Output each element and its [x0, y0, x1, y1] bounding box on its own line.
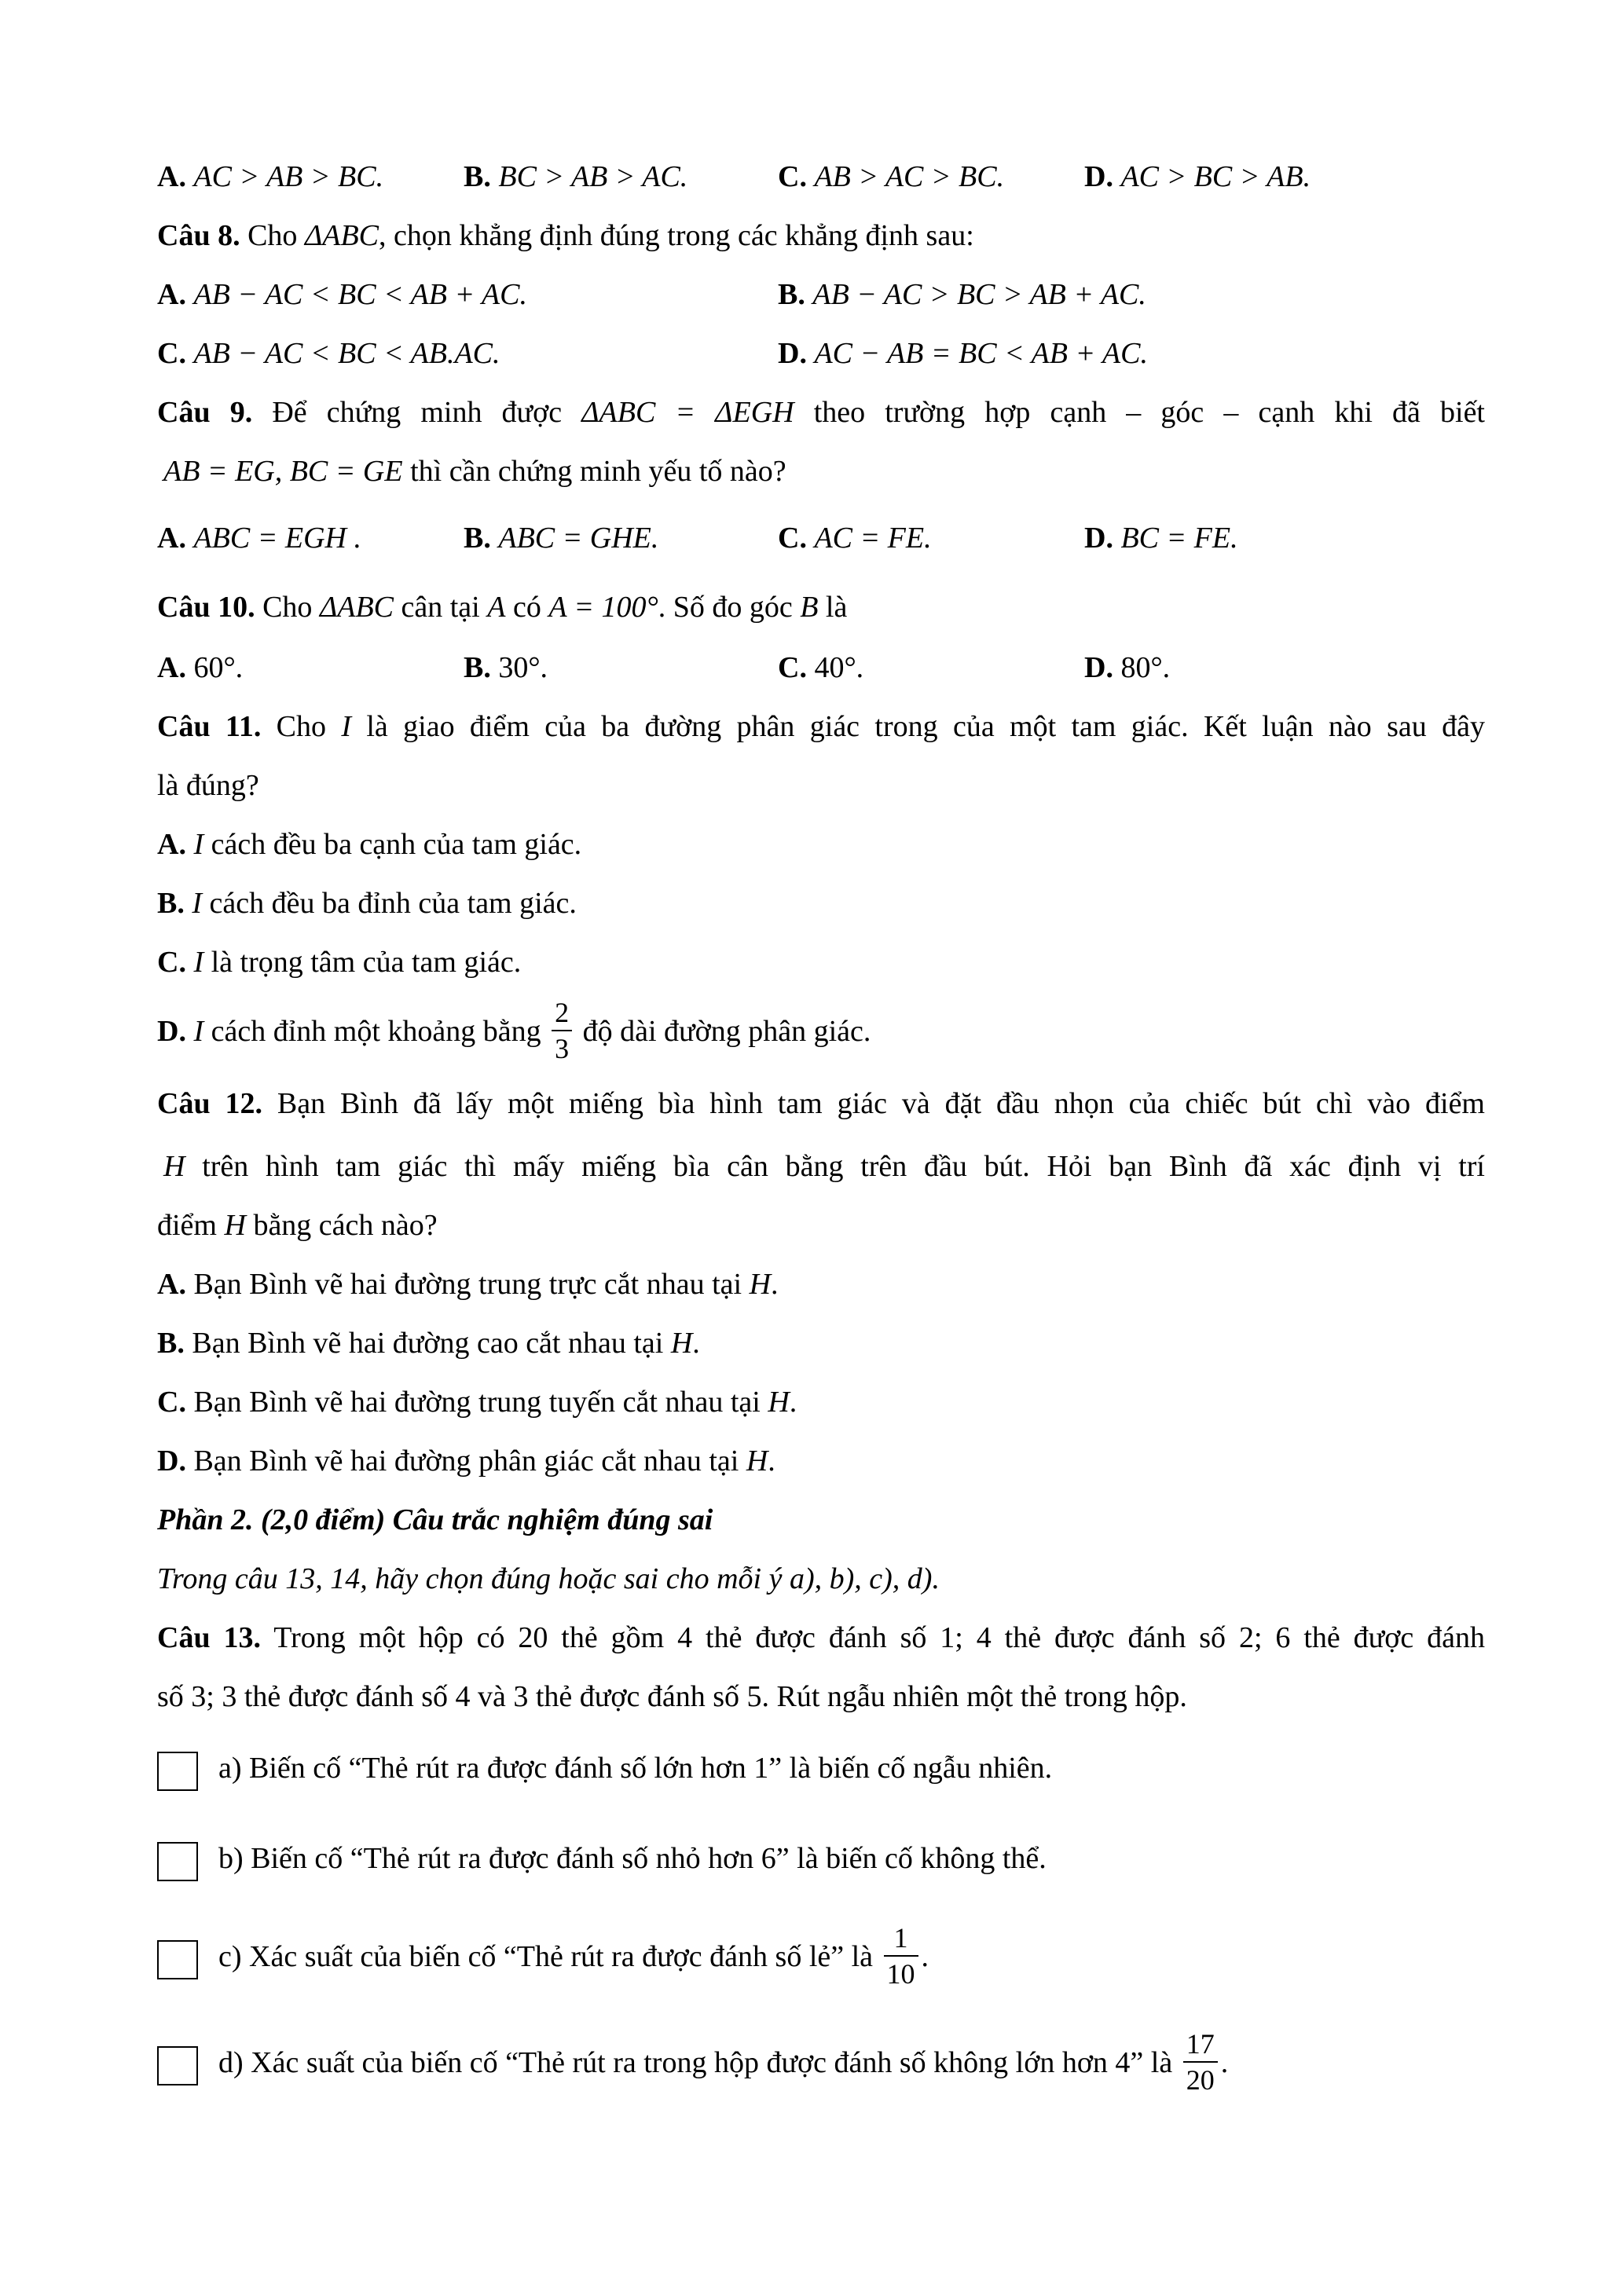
- q11-option-b[interactable]: B. I cách đều ba đỉnh của tam giác.: [157, 887, 577, 920]
- q13-stem-line1: Câu 13. Trong một hộp có 20 thẻ gồm 4 thẻ được đánh số 1; 4 thẻ được đánh số 2; 6 thẻ được đánh: [157, 1621, 1486, 1654]
- q10-option-b[interactable]: B. 30°.: [464, 651, 548, 684]
- q10-options: [157, 639, 1485, 698]
- q9-option-a[interactable]: A. ABC = EGH .: [157, 522, 361, 555]
- q11-option-a[interactable]: A. I cách đều ba cạnh của tam giác.: [157, 828, 582, 861]
- q8-stem: Câu 8. Cho ΔABC, chọn khẳng định đúng trong các khẳng định sau:: [157, 219, 974, 252]
- q7-options: [157, 148, 1485, 207]
- q9-stem-line1: Câu 9. Để chứng minh được ΔABC = ΔEGH theo trường hợp cạnh – góc – cạnh khi đã biết: [157, 396, 1485, 429]
- q10-option-a[interactable]: A. 60°.: [157, 651, 244, 684]
- q13-statement-d: d) Xác suất của biến cố “Thẻ rút ra trong hộp được đánh số không lớn hơn 4” là $\frac{17}{20}$ .: [157, 2010, 1485, 2116]
- q8-options-row2: [157, 324, 1485, 383]
- q8-option-b[interactable]: B. AB − AC > BC > AB + AC.: [778, 278, 1146, 311]
- q11-stem-line2: là đúng?: [157, 769, 259, 802]
- q12-stem-line1: Câu 12. Bạn Bình đã lấy một miếng bìa hình tam giác và đặt đầu nhọn của chiếc bút chì vào điểm: [157, 1087, 1485, 1120]
- q13-checkbox-a[interactable]: [157, 1752, 198, 1791]
- one-tenth-fraction: $\frac{1}{10}$: [884, 1924, 918, 1988]
- q11-option-d[interactable]: D. I cách đỉnh một khoảng bằng $\frac{2}{3}$ độ dài đường phân giác.: [157, 997, 871, 1065]
- q13-checkbox-d[interactable]: [157, 2046, 198, 2085]
- q7-option-a[interactable]: A. AC > AB > BC.: [157, 160, 384, 193]
- q12-option-a[interactable]: A. Bạn Bình vẽ hai đường trung trực cắt nhau tại H.: [157, 1268, 779, 1301]
- q11-option-c[interactable]: C. I là trọng tâm của tam giác.: [157, 946, 522, 979]
- q13-statement-c: c) Xác suất của biến cố “Thẻ rút ra được đánh số lẻ” là $\frac{1}{10}$ .: [157, 1904, 1485, 2010]
- q12-option-b[interactable]: B. Bạn Bình vẽ hai đường cao cắt nhau tại H.: [157, 1327, 700, 1360]
- q9-stem-line2: AB = EG, BC = GE thì cần chứng minh yếu tố nào?: [163, 455, 786, 488]
- q13-statement-a: a) Biến cố “Thẻ rút ra được đánh số lớn hơn 1” là biến cố ngẫu nhiên.: [157, 1723, 1485, 1814]
- q13-checkbox-c[interactable]: [157, 1940, 198, 1979]
- q8-option-a[interactable]: A. AB − AC < BC < AB + AC.: [157, 278, 527, 311]
- q10-option-d[interactable]: D. 80°.: [1084, 651, 1171, 684]
- q11-stem-line1: Câu 11. Cho I là giao điểm của ba đường phân giác trong của một tam giác. Kết luận nào sau đây: [157, 710, 1485, 743]
- q7-option-c[interactable]: C. AB > AC > BC.: [778, 160, 1005, 193]
- document-page: [157, 148, 1485, 2116]
- q12-stem-line2: H trên hình tam giác thì mấy miếng bìa cân bằng trên đầu bút. Hỏi bạn Bình đã xác định vị trí: [163, 1150, 1485, 1183]
- q8-option-d[interactable]: D. AC − AB = BC < AB + AC.: [778, 337, 1148, 370]
- seventeen-twentieths-fraction: $\frac{17}{20}$: [1183, 2030, 1218, 2094]
- q9-options: [157, 501, 1485, 576]
- q13-checkbox-b[interactable]: [157, 1842, 198, 1881]
- q9-option-b[interactable]: B. ABC = GHE.: [464, 522, 659, 555]
- q7-option-d[interactable]: D. AC > BC > AB.: [1084, 160, 1311, 193]
- q8-options-row1: [157, 265, 1485, 324]
- part2-instruction: Trong câu 13, 14, hãy chọn đúng hoặc sai cho mỗi ý a), b), c), d).: [157, 1562, 940, 1595]
- q13-statement-b: b) Biến cố “Thẻ rút ra được đánh số nhỏ hơn 6” là biến cố không thể.: [157, 1814, 1485, 1904]
- two-thirds-fraction: $\frac{2}{3}$: [552, 998, 572, 1063]
- q9-option-c[interactable]: C. AC = FE.: [778, 522, 932, 555]
- q10-stem: Câu 10. Cho ΔABC cân tại A có A = 100°. Số đo góc B là: [157, 591, 848, 624]
- q10-option-c[interactable]: C. 40°.: [778, 651, 864, 684]
- q12-option-c[interactable]: C. Bạn Bình vẽ hai đường trung tuyến cắt nhau tại H.: [157, 1386, 797, 1419]
- q13-stem-line2: số 3; 3 thẻ được đánh số 4 và 3 thẻ được đánh số 5. Rút ngẫu nhiên một thẻ trong hộp.: [157, 1680, 1187, 1713]
- q12-stem-line3: điểm H bằng cách nào?: [157, 1209, 438, 1242]
- q8-option-c[interactable]: C. AB − AC < BC < AB.AC.: [157, 337, 500, 370]
- q12-option-d[interactable]: D. Bạn Bình vẽ hai đường phân giác cắt nhau tại H.: [157, 1445, 775, 1478]
- q9-option-d[interactable]: D. BC = FE.: [1084, 522, 1238, 555]
- part2-title: Phần 2. (2,0 điểm) Câu trắc nghiệm đúng sai: [157, 1503, 713, 1536]
- q7-option-b[interactable]: B. BC > AB > AC.: [464, 160, 688, 193]
